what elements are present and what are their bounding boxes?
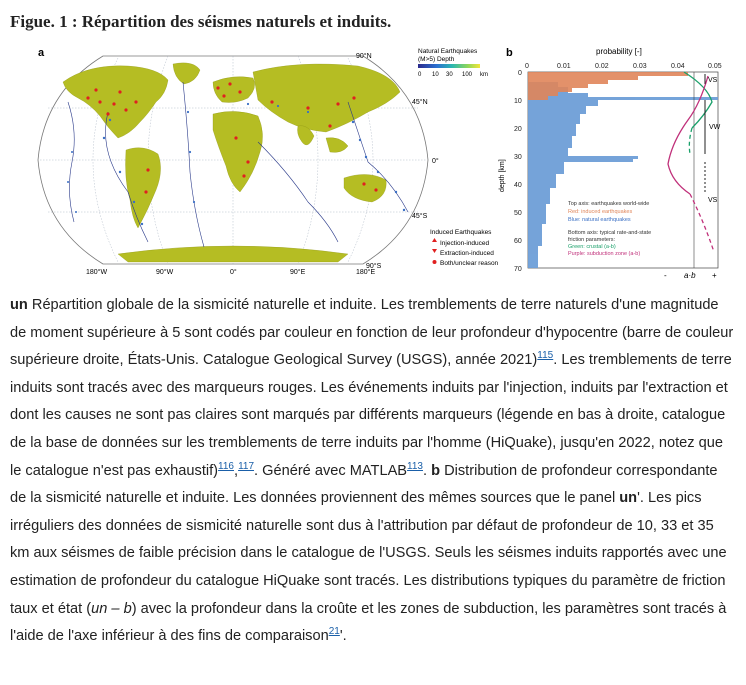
colorbar-subtitle: (M>5) Depth	[418, 56, 455, 63]
lon-label-90e: 90°E	[290, 269, 306, 276]
top-tick-0: 0	[525, 63, 529, 70]
citation-link[interactable]: 21	[328, 626, 340, 638]
y-axis-label: depth [km]	[499, 159, 506, 192]
panel-b-label: b	[506, 47, 513, 59]
b-legend-line-5: Green: crustal (a-b)	[568, 244, 616, 250]
lon-label-180w: 180°W	[86, 269, 108, 276]
y-tick-40: 40	[514, 182, 522, 189]
y-tick-60: 60	[514, 238, 522, 245]
induced-legend-title: Induced Earthquakes	[430, 229, 492, 236]
b-legend-line-2: Blue: natural earthquakes	[568, 217, 631, 223]
lat-label-0: 0°	[432, 158, 439, 165]
lon-label-90w: 90°W	[156, 269, 174, 276]
figure-svg	[8, 42, 738, 282]
figure-image	[8, 42, 738, 282]
top-tick-4: 0.04	[671, 63, 685, 70]
zone-label-vw: VW	[709, 124, 721, 131]
unclear-marker-icon	[433, 260, 437, 264]
top-tick-2: 0.02	[595, 63, 609, 70]
bottom-tick-plus: +	[712, 271, 717, 280]
legend-extraction: Extraction-induced	[440, 250, 494, 257]
top-tick-1: 0.01	[557, 63, 571, 70]
citation-link[interactable]: 115	[537, 350, 554, 362]
lat-label-45n: 45°N	[412, 99, 428, 106]
legend-unclear: Both/unclear reason	[440, 260, 499, 267]
colorbar-tick-100: 100	[462, 72, 473, 78]
caption-panel-a-ref: un	[10, 297, 28, 313]
figure-page	[8, 4, 738, 677]
caption-text: Répartition globale de la sismicité naturelle et induite. Les tremblements de terre naturels d'une magnitude de moment supérieure à 5 sont codés par couleur en fonction de leur profondeur d'hypocentre (barre de couleur supérieure droite, États-Unis. Catalogue Geological Survey (USGS), année 2021)	[10, 297, 734, 369]
caption-panel-a-ref: un	[619, 490, 638, 507]
y-tick-30: 30	[514, 154, 522, 161]
lat-label-90n: 90°N	[356, 53, 372, 60]
lon-label-180e: 180°E	[356, 269, 376, 276]
panel-a-label: a	[38, 47, 45, 59]
y-tick-50: 50	[514, 210, 522, 217]
caption-text: '. Les pics irréguliers des données de sismicité naturelle sont dus à l'attribution par défaut de profondeur de 10, 33 et 35 km aux séismes de faible précision dans le catalogue de l'USGS. Seuls les séismes induits rapportés avec une estimation de profondeur du catalogue HiQuake sont tracés. Les distributions typiques du paramètre de friction taux et état (	[10, 490, 727, 617]
citation-link[interactable]: 116	[218, 460, 234, 472]
zone-label-vs-top: VS	[708, 77, 718, 84]
y-tick-0: 0	[518, 70, 522, 77]
bottom-tick-minus: -	[664, 271, 667, 280]
colorbar-tick-30: 30	[446, 72, 453, 78]
caption-text: . Généré avec MATLAB	[254, 462, 408, 479]
caption-text: '.	[339, 628, 347, 645]
y-tick-70: 70	[514, 266, 522, 273]
induced-legend	[430, 229, 499, 267]
bottom-tick-ab: a·b	[684, 271, 696, 280]
injection-marker-icon	[432, 238, 437, 242]
figure-caption: un Répartition globale de la sismicité naturelle et induite. Les tremblements de terre naturels d'une magnitude de moment supérieure à 5 sont codés par couleur en fonction de leur profondeur d'hypocentre (barre de couleur supérieure droite, États-Unis. Catalogue Geological Survey (USGS), année 2021)$^{115}$. Les tremblements de terre induits sont tracés avec des marqueurs rouges. Les événements induits par l'injection, induits par l'extraction et dont les causes ne sont pas claires sont marqués par différents marqueurs (légende en bas à droite, catalogue de la base de données sur les tremblements de terre induits par l'homme (HiQuake), jusqu'en 2022, notez que le catalogue n'est pas exhaustif)$^{116}$,$^{117}$. Généré avec MATLAB$^{113}$. b Distribution de profondeur correspondante de la sismicité naturelle et induite. Les données proviennent des mêmes sources que le panel un'. Les pics irréguliers des données de sismicité naturelle sont dus à l'attribution par défaut de profondeur de 10, 33 et 35 km aux séismes de faible précision dans le catalogue de l'USGS. Seuls les séismes induits rapportés avec une estimation de profondeur du catalogue HiQuake sont tracés. Les distributions typiques du paramètre de friction taux et état (un – b) avec la profondeur dans la croûte et les zones de subduction, les paramètres sont tracés à l'aide de l'axe inférieur à des fins de comparaison$^{21}$'.	[10, 297, 734, 645]
b-legend-line-3: Bottom axis: typical rate-and-state	[568, 230, 652, 236]
b-legend-line-6: Purple: subduction zone (a-b)	[568, 251, 641, 257]
lat-label-45s: 45°S	[412, 213, 428, 220]
extraction-marker-icon	[432, 249, 437, 253]
zone-label-vs-bottom: VS	[708, 197, 718, 204]
citation-link[interactable]: 117	[238, 460, 255, 472]
citation-link[interactable]: 113	[407, 460, 423, 472]
b-legend-line-1: Red: induced earthquakes	[568, 209, 633, 215]
caption-text: ) avec la profondeur dans la croûte et les zones de subduction, les paramètres sont tracés à l'aide de l'axe inférieur à des fins de comparaison	[10, 600, 727, 645]
figure-title: Figue. 1 : Répartition des séismes naturels et induits.	[10, 12, 392, 31]
caption-formula: un – b	[91, 600, 132, 617]
y-tick-20: 20	[514, 126, 522, 133]
top-tick-5: 0.05	[708, 63, 722, 70]
depth-histogram	[499, 63, 722, 280]
lon-label-0: 0°	[230, 269, 237, 276]
caption-text: . Les tremblements de terre induits sont tracés avec des marqueurs rouges. Les événements induits par l'injection, induits par l'extraction et dont les causes ne sont pas claires sont marqués par différents marqueurs (légende en bas à droite, catalogue de la base de données sur les tremblements de terre induits par l'homme (HiQuake), jusqu'en 2022, notez que le catalogue n'est pas exhaustif)	[10, 352, 732, 479]
colorbar-title: Natural Earthquakes	[418, 48, 478, 55]
colorbar-tick-10: 10	[432, 72, 439, 78]
depth-colorbar	[418, 48, 488, 78]
b-legend-line-4: friction parameters:	[568, 237, 616, 243]
caption-panel-b-ref: b	[431, 462, 441, 479]
b-legend-line-0: Top axis: earthquakes world-wide	[568, 201, 650, 207]
y-tick-10: 10	[514, 98, 522, 105]
caption-text: .	[423, 462, 432, 479]
world-map	[38, 52, 439, 276]
colorbar-tick-0: 0	[418, 72, 422, 78]
top-axis-label: probability [-]	[596, 47, 642, 56]
colorbar-tick-km: km	[480, 72, 488, 78]
legend-injection: Injection-induced	[440, 240, 490, 247]
caption-text: Distribution de profondeur correspondante de la sismicité naturelle et induite. Les données proviennent des mêmes sources que le panel	[10, 462, 718, 507]
lat-label-90s: 90°S	[366, 263, 382, 270]
top-tick-3: 0.03	[633, 63, 647, 70]
